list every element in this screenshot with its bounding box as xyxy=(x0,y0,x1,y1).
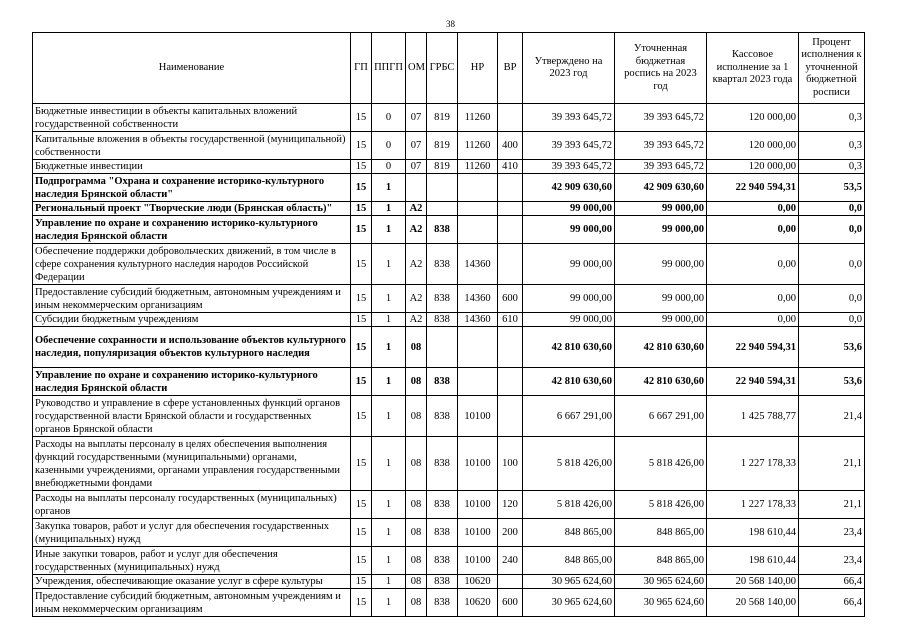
table-row xyxy=(33,174,865,202)
table-row xyxy=(33,368,865,396)
table-row xyxy=(33,491,865,519)
cell-ppgp: 1 xyxy=(372,244,406,285)
cell-np: 14360 xyxy=(458,285,498,313)
cell-ppgp: 1 xyxy=(372,285,406,313)
cell-percent: 23,4 xyxy=(799,519,865,547)
cell-grbs: 838 xyxy=(427,491,458,519)
cell-ppgp: 1 xyxy=(372,202,406,216)
cell-vr: 200 xyxy=(498,519,523,547)
cell-np: 14360 xyxy=(458,244,498,285)
cell-om: A2 xyxy=(406,285,427,313)
cell-om: 08 xyxy=(406,327,427,368)
cell-approved: 30 965 624,60 xyxy=(523,575,615,589)
header-percent: Процент исполнения к уточненной бюджетной росписи xyxy=(799,33,865,104)
cell-ppgp: 1 xyxy=(372,519,406,547)
cell-np: 10100 xyxy=(458,547,498,575)
cell-cash: 0,00 xyxy=(707,216,799,244)
cell-cash: 120 000,00 xyxy=(707,132,799,160)
header-grbs: ГРБС xyxy=(427,33,458,104)
cell-gp: 15 xyxy=(351,104,372,132)
cell-cash: 22 940 594,31 xyxy=(707,368,799,396)
cell-gp: 15 xyxy=(351,202,372,216)
cell-approved: 848 865,00 xyxy=(523,547,615,575)
cell-grbs xyxy=(427,202,458,216)
cell-percent: 23,4 xyxy=(799,547,865,575)
cell-gp: 15 xyxy=(351,491,372,519)
cell-om: A2 xyxy=(406,216,427,244)
cell-percent: 0,3 xyxy=(799,132,865,160)
cell-gp: 15 xyxy=(351,437,372,491)
cell-approved: 6 667 291,00 xyxy=(523,396,615,437)
cell-gp: 15 xyxy=(351,547,372,575)
cell-np: 10620 xyxy=(458,589,498,617)
page-number: 38 xyxy=(446,19,455,29)
cell-gp: 15 xyxy=(351,396,372,437)
cell-name: Руководство и управление в сфере установленных функций органов государственной власти Брянской области и государственных органов Брянской области xyxy=(33,396,351,437)
cell-grbs: 838 xyxy=(427,589,458,617)
cell-approved: 42 909 630,60 xyxy=(523,174,615,202)
cell-grbs: 838 xyxy=(427,244,458,285)
cell-refined: 848 865,00 xyxy=(615,519,707,547)
cell-percent: 53,6 xyxy=(799,368,865,396)
cell-name: Расходы на выплаты персоналу в целях обеспечения выполнения функций государственными (муниципальными) органами, казенными учреждениями, органами управления государственными внебюджетными фондами xyxy=(33,437,351,491)
cell-cash: 20 568 140,00 xyxy=(707,589,799,617)
cell-om: 07 xyxy=(406,104,427,132)
cell-approved: 848 865,00 xyxy=(523,519,615,547)
cell-name: Бюджетные инвестиции в объекты капитальных вложений государственной собственности xyxy=(33,104,351,132)
cell-refined: 39 393 645,72 xyxy=(615,160,707,174)
cell-np xyxy=(458,202,498,216)
cell-percent: 53,5 xyxy=(799,174,865,202)
cell-grbs: 838 xyxy=(427,519,458,547)
cell-vr: 600 xyxy=(498,589,523,617)
cell-vr: 610 xyxy=(498,313,523,327)
cell-om: 08 xyxy=(406,519,427,547)
header-approved: Утверждено на 2023 год xyxy=(523,33,615,104)
cell-approved: 99 000,00 xyxy=(523,313,615,327)
cell-om: 08 xyxy=(406,368,427,396)
cell-cash: 22 940 594,31 xyxy=(707,327,799,368)
cell-vr xyxy=(498,216,523,244)
cell-grbs: 838 xyxy=(427,313,458,327)
cell-percent: 0,0 xyxy=(799,244,865,285)
cell-grbs: 819 xyxy=(427,104,458,132)
cell-grbs xyxy=(427,174,458,202)
cell-percent: 66,4 xyxy=(799,589,865,617)
table-row xyxy=(33,244,865,285)
cell-cash: 1 227 178,33 xyxy=(707,437,799,491)
table-row xyxy=(33,327,865,368)
cell-np: 10100 xyxy=(458,491,498,519)
table-row xyxy=(33,313,865,327)
cell-om: A2 xyxy=(406,313,427,327)
cell-vr xyxy=(498,327,523,368)
cell-percent: 0,0 xyxy=(799,285,865,313)
cell-cash: 22 940 594,31 xyxy=(707,174,799,202)
cell-name: Управление по охране и сохранению историко-культурного наследия Брянской области xyxy=(33,216,351,244)
cell-gp: 15 xyxy=(351,368,372,396)
cell-refined: 99 000,00 xyxy=(615,244,707,285)
cell-gp: 15 xyxy=(351,313,372,327)
cell-cash: 198 610,44 xyxy=(707,519,799,547)
cell-refined: 39 393 645,72 xyxy=(615,132,707,160)
cell-refined: 99 000,00 xyxy=(615,216,707,244)
cell-vr xyxy=(498,368,523,396)
cell-ppgp: 1 xyxy=(372,589,406,617)
cell-cash: 120 000,00 xyxy=(707,160,799,174)
cell-cash: 1 425 788,77 xyxy=(707,396,799,437)
cell-name: Расходы на выплаты персоналу государственных (муниципальных) органов xyxy=(33,491,351,519)
cell-name: Обеспечение поддержки добровольческих движений, в том числе в сфере сохранения культурного наследия народов Российской Федерации xyxy=(33,244,351,285)
cell-om: 08 xyxy=(406,547,427,575)
cell-gp: 15 xyxy=(351,285,372,313)
header-name: Наименование xyxy=(33,33,351,104)
cell-name: Капитальные вложения в объекты государственной (муниципальной) собственности xyxy=(33,132,351,160)
cell-vr: 410 xyxy=(498,160,523,174)
cell-vr: 120 xyxy=(498,491,523,519)
cell-ppgp: 1 xyxy=(372,547,406,575)
cell-percent: 21,1 xyxy=(799,491,865,519)
cell-np xyxy=(458,174,498,202)
header-vr: ВР xyxy=(498,33,523,104)
cell-percent: 21,1 xyxy=(799,437,865,491)
cell-gp: 15 xyxy=(351,519,372,547)
cell-cash: 0,00 xyxy=(707,244,799,285)
cell-np: 14360 xyxy=(458,313,498,327)
cell-approved: 99 000,00 xyxy=(523,216,615,244)
cell-percent: 0,0 xyxy=(799,216,865,244)
cell-cash: 0,00 xyxy=(707,202,799,216)
cell-approved: 99 000,00 xyxy=(523,202,615,216)
cell-ppgp: 1 xyxy=(372,396,406,437)
cell-percent: 0,0 xyxy=(799,313,865,327)
cell-np: 10100 xyxy=(458,396,498,437)
cell-percent: 66,4 xyxy=(799,575,865,589)
cell-gp: 15 xyxy=(351,244,372,285)
header-cash: Кассовое исполнение за 1 квартал 2023 года xyxy=(707,33,799,104)
cell-grbs: 838 xyxy=(427,396,458,437)
cell-approved: 42 810 630,60 xyxy=(523,327,615,368)
cell-vr xyxy=(498,396,523,437)
cell-name: Управление по охране и сохранению историко-культурного наследия Брянской области xyxy=(33,368,351,396)
cell-approved: 39 393 645,72 xyxy=(523,160,615,174)
table-row xyxy=(33,202,865,216)
cell-np: 11260 xyxy=(458,132,498,160)
cell-vr: 400 xyxy=(498,132,523,160)
cell-approved: 99 000,00 xyxy=(523,285,615,313)
cell-ppgp: 1 xyxy=(372,327,406,368)
cell-refined: 30 965 624,60 xyxy=(615,589,707,617)
cell-np: 10100 xyxy=(458,519,498,547)
cell-om: 07 xyxy=(406,160,427,174)
cell-om: A2 xyxy=(406,244,427,285)
cell-vr xyxy=(498,104,523,132)
cell-grbs: 838 xyxy=(427,368,458,396)
cell-ppgp: 1 xyxy=(372,174,406,202)
cell-cash: 198 610,44 xyxy=(707,547,799,575)
table-row xyxy=(33,104,865,132)
cell-cash: 20 568 140,00 xyxy=(707,575,799,589)
cell-ppgp: 1 xyxy=(372,575,406,589)
cell-cash: 0,00 xyxy=(707,285,799,313)
cell-vr: 100 xyxy=(498,437,523,491)
cell-approved: 39 393 645,72 xyxy=(523,132,615,160)
cell-refined: 5 818 426,00 xyxy=(615,491,707,519)
cell-name: Субсидии бюджетным учреждениям xyxy=(33,313,351,327)
cell-grbs: 838 xyxy=(427,216,458,244)
cell-vr xyxy=(498,202,523,216)
cell-ppgp: 1 xyxy=(372,491,406,519)
cell-percent: 0,0 xyxy=(799,202,865,216)
table-row xyxy=(33,285,865,313)
cell-name: Подпрограмма "Охрана и сохранение историко-культурного наследия Брянской области" xyxy=(33,174,351,202)
cell-vr: 240 xyxy=(498,547,523,575)
cell-np xyxy=(458,216,498,244)
budget-execution-table xyxy=(32,32,865,617)
cell-gp: 15 xyxy=(351,216,372,244)
cell-name: Обеспечение сохранности и использование объектов культурного наследия, популяризация объектов культурного наследия xyxy=(33,327,351,368)
cell-approved: 5 818 426,00 xyxy=(523,491,615,519)
cell-gp: 15 xyxy=(351,174,372,202)
cell-refined: 42 810 630,60 xyxy=(615,368,707,396)
cell-om: A2 xyxy=(406,202,427,216)
cell-gp: 15 xyxy=(351,132,372,160)
cell-ppgp: 1 xyxy=(372,313,406,327)
cell-name: Бюджетные инвестиции xyxy=(33,160,351,174)
cell-np: 10620 xyxy=(458,575,498,589)
cell-name: Региональный проект "Творческие люди (Брянская область)" xyxy=(33,202,351,216)
cell-name: Предоставление субсидий бюджетным, автономным учреждениям и иным некоммерческим организациям xyxy=(33,589,351,617)
cell-vr xyxy=(498,575,523,589)
cell-cash: 0,00 xyxy=(707,313,799,327)
table-row xyxy=(33,396,865,437)
cell-om: 08 xyxy=(406,589,427,617)
cell-om xyxy=(406,174,427,202)
cell-percent: 53,6 xyxy=(799,327,865,368)
table-row xyxy=(33,437,865,491)
cell-refined: 6 667 291,00 xyxy=(615,396,707,437)
cell-om: 08 xyxy=(406,437,427,491)
cell-refined: 99 000,00 xyxy=(615,285,707,313)
cell-refined: 30 965 624,60 xyxy=(615,575,707,589)
table-row xyxy=(33,132,865,160)
cell-vr: 600 xyxy=(498,285,523,313)
header-om: ОМ xyxy=(406,33,427,104)
header-gp: ГП xyxy=(351,33,372,104)
cell-ppgp: 1 xyxy=(372,437,406,491)
cell-percent: 21,4 xyxy=(799,396,865,437)
cell-refined: 5 818 426,00 xyxy=(615,437,707,491)
cell-om: 08 xyxy=(406,491,427,519)
cell-gp: 15 xyxy=(351,327,372,368)
cell-grbs: 819 xyxy=(427,132,458,160)
cell-approved: 42 810 630,60 xyxy=(523,368,615,396)
cell-percent: 0,3 xyxy=(799,160,865,174)
cell-name: Учреждения, обеспечивающие оказание услуг в сфере культуры xyxy=(33,575,351,589)
cell-om: 08 xyxy=(406,396,427,437)
cell-gp: 15 xyxy=(351,575,372,589)
table-row xyxy=(33,519,865,547)
cell-np xyxy=(458,327,498,368)
cell-grbs: 838 xyxy=(427,547,458,575)
cell-approved: 5 818 426,00 xyxy=(523,437,615,491)
cell-cash: 1 227 178,33 xyxy=(707,491,799,519)
cell-percent: 0,3 xyxy=(799,104,865,132)
cell-ppgp: 1 xyxy=(372,368,406,396)
cell-gp: 15 xyxy=(351,160,372,174)
cell-approved: 99 000,00 xyxy=(523,244,615,285)
cell-refined: 99 000,00 xyxy=(615,202,707,216)
cell-refined: 99 000,00 xyxy=(615,313,707,327)
header-refined: Уточненная бюджетная роспись на 2023 год xyxy=(615,33,707,104)
table-row xyxy=(33,216,865,244)
cell-refined: 42 909 630,60 xyxy=(615,174,707,202)
cell-name: Закупка товаров, работ и услуг для обеспечения государственных (муниципальных) нужд xyxy=(33,519,351,547)
header-np: НР xyxy=(458,33,498,104)
cell-grbs: 838 xyxy=(427,437,458,491)
header-ppgp: ППГП xyxy=(372,33,406,104)
cell-cash: 120 000,00 xyxy=(707,104,799,132)
cell-ppgp: 0 xyxy=(372,104,406,132)
cell-ppgp: 0 xyxy=(372,160,406,174)
cell-np: 11260 xyxy=(458,104,498,132)
cell-vr xyxy=(498,244,523,285)
cell-ppgp: 1 xyxy=(372,216,406,244)
table-row xyxy=(33,160,865,174)
table-row xyxy=(33,575,865,589)
cell-grbs: 838 xyxy=(427,575,458,589)
cell-om: 08 xyxy=(406,575,427,589)
table-row xyxy=(33,547,865,575)
cell-approved: 39 393 645,72 xyxy=(523,104,615,132)
cell-gp: 15 xyxy=(351,589,372,617)
cell-om: 07 xyxy=(406,132,427,160)
cell-ppgp: 0 xyxy=(372,132,406,160)
cell-np xyxy=(458,368,498,396)
cell-grbs: 819 xyxy=(427,160,458,174)
cell-grbs xyxy=(427,327,458,368)
cell-approved: 30 965 624,60 xyxy=(523,589,615,617)
table-header-row xyxy=(33,33,865,104)
cell-name: Предоставление субсидий бюджетным, автономным учреждениям и иным некоммерческим организациям xyxy=(33,285,351,313)
cell-grbs: 838 xyxy=(427,285,458,313)
cell-refined: 42 810 630,60 xyxy=(615,327,707,368)
cell-refined: 848 865,00 xyxy=(615,547,707,575)
table-row xyxy=(33,589,865,617)
cell-vr xyxy=(498,174,523,202)
cell-np: 10100 xyxy=(458,437,498,491)
cell-refined: 39 393 645,72 xyxy=(615,104,707,132)
cell-np: 11260 xyxy=(458,160,498,174)
cell-name: Иные закупки товаров, работ и услуг для обеспечения государственных (муниципальных) нужд xyxy=(33,547,351,575)
